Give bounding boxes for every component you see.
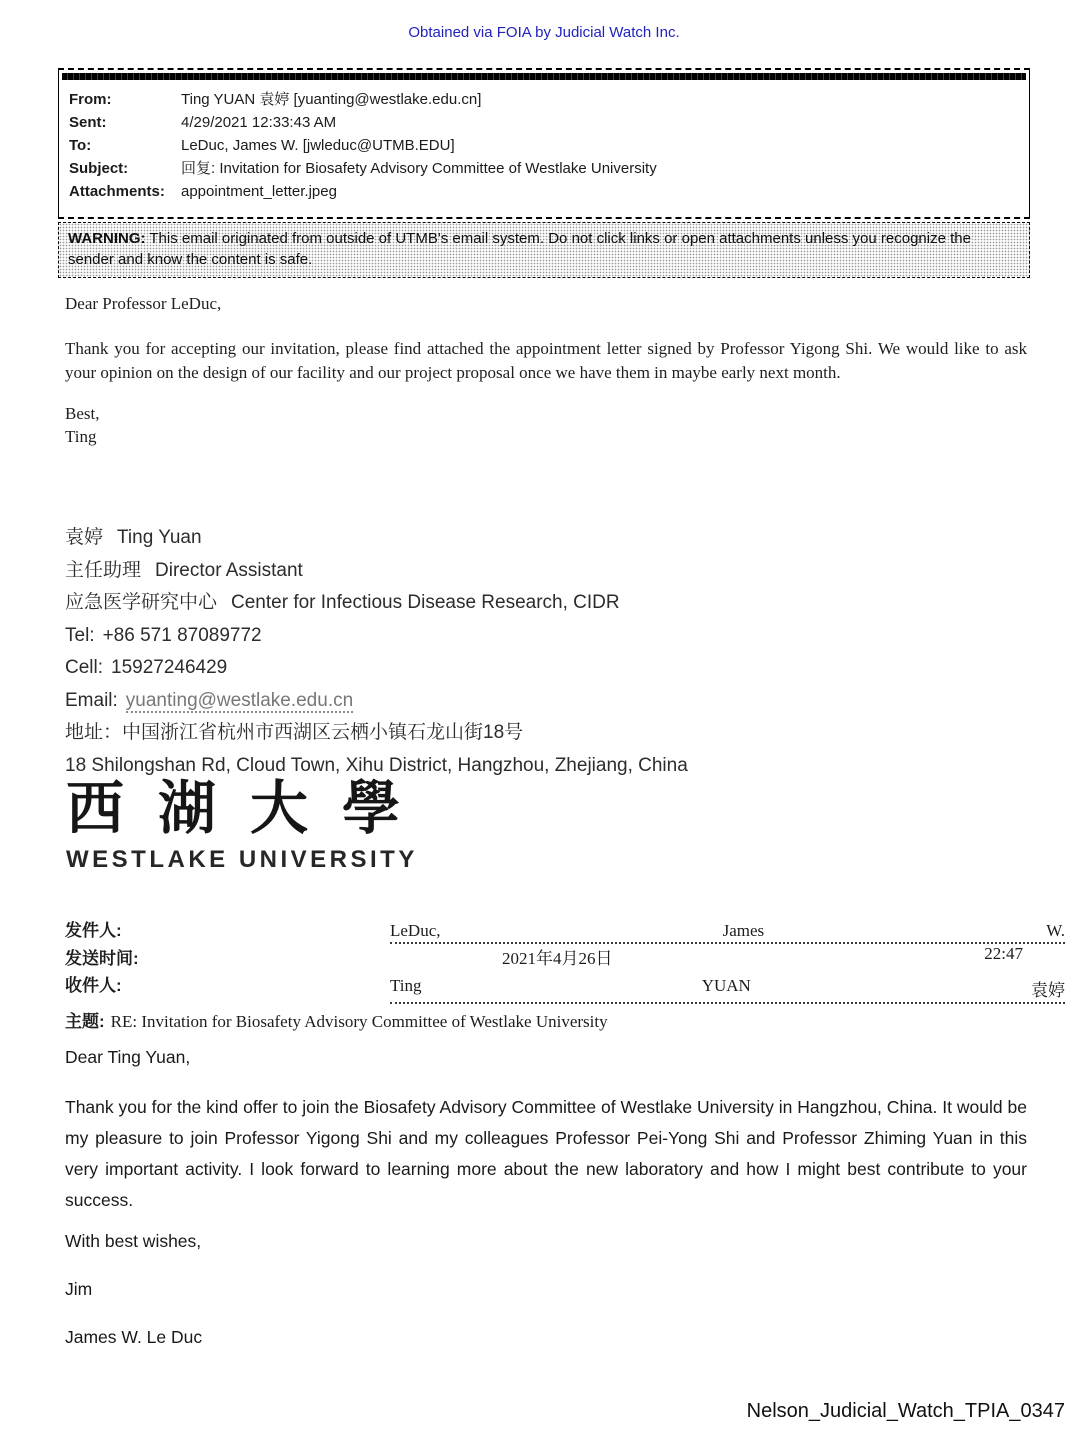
email2-subject-value: RE: Invitation for Biosafety Advisory Committee of Westlake University xyxy=(110,1012,608,1031)
email2-header-row-sent xyxy=(65,944,1065,971)
email2-header-row-subject xyxy=(65,1007,1065,1032)
email2-sent-value xyxy=(390,944,1065,969)
email-label: Email: xyxy=(65,689,118,711)
email2-header xyxy=(65,916,1065,1032)
email1-signoff: Ting xyxy=(65,427,97,446)
email2-greeting: Dear Ting Yuan, xyxy=(65,1047,191,1067)
signature-cell xyxy=(65,652,765,685)
email2-body xyxy=(65,1046,1027,1348)
signature-title-en: Director Assistant xyxy=(155,559,303,581)
foia-banner: Obtained via FOIA by Judicial Watch Inc. xyxy=(408,24,680,41)
attachments-value: appointment_letter.jpeg xyxy=(181,183,337,200)
email2-to-label: 收件人: xyxy=(65,976,122,995)
email1-greeting: Dear Professor LeDuc, xyxy=(65,294,222,313)
email2-from-label: 发件人: xyxy=(65,921,122,940)
email2-subject-label: 主题: xyxy=(65,1012,105,1031)
subject-label: Subject: xyxy=(69,160,129,177)
warning-text: This email originated from outside of UTMB's email system. Do not click links or open attachments unless you recognize the sender and know the content is safe. xyxy=(68,230,971,268)
signature-email xyxy=(65,685,765,718)
signature-name-en: Ting Yuan xyxy=(117,527,202,548)
email1-header-row-from xyxy=(61,88,1027,111)
email2-header-row-from xyxy=(65,916,1065,944)
email2-signoff: Jim xyxy=(65,1279,93,1299)
from-token: W. xyxy=(1046,921,1065,940)
signature-name xyxy=(65,522,765,555)
email1-header-row-subject xyxy=(61,157,1027,180)
sent-value: 4/29/2021 12:33:43 AM xyxy=(181,114,337,131)
email2-paragraph: Thank you for the kind offer to join the Biosafety Advisory Committee of Westlake University in Hangzhou, China. It would be my pleasure to join Professor Yigong Shi and my colleagues Professor Pei-Yong Shi and Professor Zhiming Yuan in this very important activity. I look forward to learning more about the new laboratory and how I might best contribute to your success. xyxy=(65,1097,1027,1210)
to-token: 袁婷 xyxy=(1031,981,1065,1000)
to-token: Ting xyxy=(390,976,422,995)
signature-block xyxy=(65,522,765,782)
email-link[interactable]: yuanting@westlake.edu.cn xyxy=(125,689,354,711)
attachments-label: Attachments: xyxy=(69,183,165,200)
subject-value: 回复: Invitation for Biosafety Advisory Committee of Westlake University xyxy=(181,160,657,177)
sent-time: 22:47 xyxy=(984,944,1023,963)
to-label: To: xyxy=(69,137,92,154)
westlake-university-logo xyxy=(66,776,434,874)
warning-label: WARNING: xyxy=(68,230,146,247)
tel-value: +86 571 87089772 xyxy=(102,624,262,646)
email1-header-top-bar xyxy=(62,73,1026,80)
from-label: From: xyxy=(69,91,112,108)
signature-tel xyxy=(65,620,765,653)
logo-wordmark: WESTLAKE UNIVERSITY xyxy=(66,846,418,873)
signature-address-cn: 地址：中国浙江省杭州市西湖区云栖小镇石龙山街18号 xyxy=(65,722,524,743)
email1-body xyxy=(65,292,1027,448)
email2-full-name: James W. Le Duc xyxy=(65,1327,203,1347)
email2-header-row-to xyxy=(65,971,1065,1004)
from-token: James xyxy=(722,921,765,940)
signature-title xyxy=(65,555,765,588)
email2-to-value xyxy=(390,976,1065,1004)
bates-number: Nelson_Judicial_Watch_TPIA_0347 xyxy=(746,1400,1065,1422)
logo-chinese-calligraphy: 西湖大學 xyxy=(66,776,435,841)
signature-name-cn: 袁婷 xyxy=(65,527,104,548)
email2-sent-label: 发送时间: xyxy=(65,949,139,968)
email2-closing: With best wishes, xyxy=(65,1231,202,1251)
external-email-warning xyxy=(58,222,1030,278)
cell-label: Cell: xyxy=(65,657,104,678)
email1-header-row-attachments xyxy=(61,180,1027,203)
sent-label: Sent: xyxy=(69,114,107,131)
email1-header-row-sent xyxy=(61,111,1027,134)
email1-header-row-to xyxy=(61,134,1027,157)
email1-header-box xyxy=(58,68,1030,219)
email1-closing: Best, xyxy=(65,404,100,423)
cell-value: 15927246429 xyxy=(111,657,228,678)
signature-title-cn: 主任助理 xyxy=(65,559,142,581)
signature-org-cn: 应急医学研究中心 xyxy=(65,592,218,613)
from-value: Ting YUAN 袁婷 [yuanting@westlake.edu.cn] xyxy=(181,91,482,108)
tel-label: Tel: xyxy=(65,624,95,646)
to-token: YUAN xyxy=(701,976,751,995)
from-token: LeDuc, xyxy=(390,921,441,940)
sent-date: 2021年4月26日 xyxy=(502,949,613,968)
signature-org xyxy=(65,587,765,620)
email1-paragraph: Thank you for accepting our invitation, please find attached the appointment letter signed by Professor Yigong Shi. We would like to ask your opinion on the design of our facility and our project proposal once we have them in maybe early next month. xyxy=(65,339,1027,382)
email2-from-value xyxy=(390,921,1065,944)
signature-org-en: Center for Infectious Disease Research, CIDR xyxy=(231,592,620,613)
signature-address-en: 18 Shilongshan Rd, Cloud Town, Xihu District, Hangzhou, Zhejiang, China xyxy=(65,754,688,776)
to-value: LeDuc, James W. [jwleduc@UTMB.EDU] xyxy=(181,137,455,154)
